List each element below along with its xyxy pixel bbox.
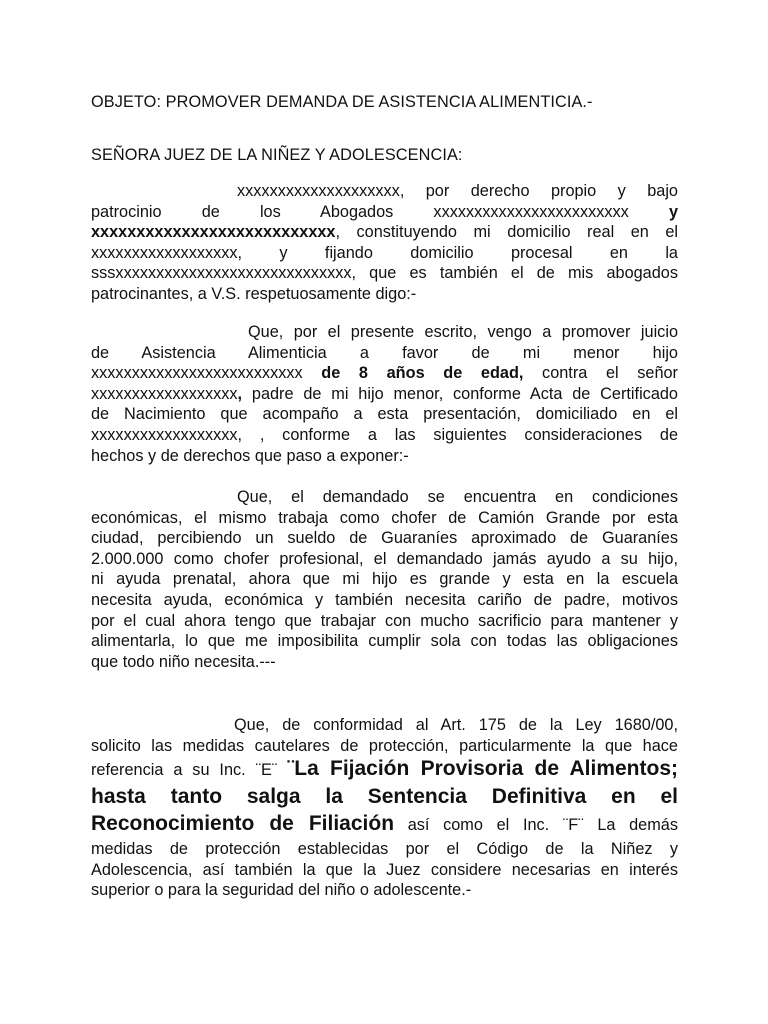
p4-line-3-big: ¨La Fijación Provisoria de Alimentos;	[287, 757, 678, 781]
p4-line-1: Que, de conformidad al Art. 175 de la Ley 1680/00,	[234, 716, 678, 734]
p4-line-2: solicito las medidas cautelares de protección, particularmente la que hace	[91, 736, 678, 755]
p2-line-3-tail: contra el señor	[523, 364, 678, 383]
p2-line-4-bold: ,	[237, 384, 243, 403]
p2-line-7: hechos y de derechos que paso a exponer:-	[91, 446, 409, 465]
p1-line-2	[91, 202, 678, 223]
p4-line-5-text: así como el Inc. ¨F¨ La demás	[394, 816, 678, 835]
p2-line-6: xxxxxxxxxxxxxxxxxx, , conforme a las siguientes consideraciones de	[91, 425, 678, 444]
p3-line-4: 2.000.000 como chofer profesional, el demandado jamás ayudo a su hijo,	[91, 549, 678, 568]
addressee-heading: SEÑORA JUEZ DE LA NIÑEZ Y ADOLESCENCIA:	[91, 146, 463, 164]
p4-line-4: hasta tanto salga la Sentencia Definitiva en el	[91, 785, 678, 809]
paragraph-presentation	[91, 181, 678, 305]
p4-line-5-big: Reconocimiento de Filiación	[91, 812, 395, 836]
paragraph-claim	[91, 322, 678, 466]
p3-line-5: ni ayuda prenatal, ahora que mi hijo es grande y esta en la escuela	[91, 570, 678, 589]
p2-line-4	[91, 384, 678, 405]
p1-line-2-text: patrocinio de los Abogados xxxxxxxxxxxxxxxxxxxxxxxx	[91, 202, 629, 221]
p1-line-5: sssxxxxxxxxxxxxxxxxxxxxxxxxxxxxx, que es también el de mis abogados	[91, 264, 678, 283]
p4-line-7: Adolescencia, así también la que la Juez considere necesarias en interés	[91, 860, 678, 879]
p2-line-3-text: xxxxxxxxxxxxxxxxxxxxxxxxxx	[91, 364, 303, 383]
paragraph-facts	[91, 487, 678, 672]
objeto-heading: OBJETO: PROMOVER DEMANDA DE ASISTENCIA ALIMENTICIA.-	[91, 93, 593, 111]
p4-line-3	[91, 756, 678, 783]
p2-line-4-text: xxxxxxxxxxxxxxxxxx	[91, 384, 238, 403]
p2-line-3	[91, 363, 678, 384]
p3-line-2: económicas, el mismo trabaja como chofer de Camión Grande por esta	[91, 508, 678, 527]
p2-line-1: Que, por el presente escrito, vengo a promover juicio	[248, 323, 678, 341]
p2-line-5: de Nacimiento que acompaño a esta presentación, domiciliado en el	[91, 405, 678, 424]
p3-line-7: por el cual ahora tengo que trabajar con mucho sacrificio para mantener y	[91, 611, 678, 630]
p1-line-3-bold: xxxxxxxxxxxxxxxxxxxxxxxxxxx	[91, 223, 336, 242]
p2-line-2: de Asistencia Alimenticia a favor de mi menor hijo	[91, 343, 678, 362]
p4-line-6: medidas de protección establecidas por el Código de la Niñez y	[91, 840, 678, 859]
p1-line-6: patrocinantes, a V.S. respetuosamente digo:-	[91, 284, 417, 303]
p1-line-4: xxxxxxxxxxxxxxxxxx, y fijando domicilio procesal en la	[91, 243, 678, 262]
p2-line-4-tail: padre de mi hijo menor, conforme Acta de Certificado	[242, 384, 678, 403]
p1-line-2-bold: y	[668, 202, 678, 221]
p2-line-3-bold: de 8 años de edad,	[302, 364, 524, 383]
p4-line-5	[91, 810, 678, 839]
p4-line-8: superior o para la seguridad del niño o adolescente.-	[91, 881, 472, 900]
p3-line-6: necesita ayuda, económica y también necesita cariño de padre, motivos	[91, 590, 678, 609]
p1-line-3	[91, 222, 678, 243]
p1-line-3-text: , constituyendo mi domicilio real en el	[335, 223, 678, 242]
paragraph-measures	[91, 715, 678, 901]
p1-line-1: xxxxxxxxxxxxxxxxxxxx, por derecho propio y bajo	[237, 182, 678, 200]
p3-line-1: Que, el demandado se encuentra en condiciones	[237, 488, 678, 506]
p3-line-3: ciudad, percibiendo un sueldo de Guaraníes aproximado de Guaraníes	[91, 529, 678, 548]
p3-line-9: que todo niño necesita.---	[91, 652, 276, 671]
p4-line-3-text: referencia a su Inc. ¨E¨	[91, 761, 288, 780]
p3-line-8: alimentarla, lo que me imposibilita cumplir sola con todas las obligaciones	[91, 632, 678, 651]
